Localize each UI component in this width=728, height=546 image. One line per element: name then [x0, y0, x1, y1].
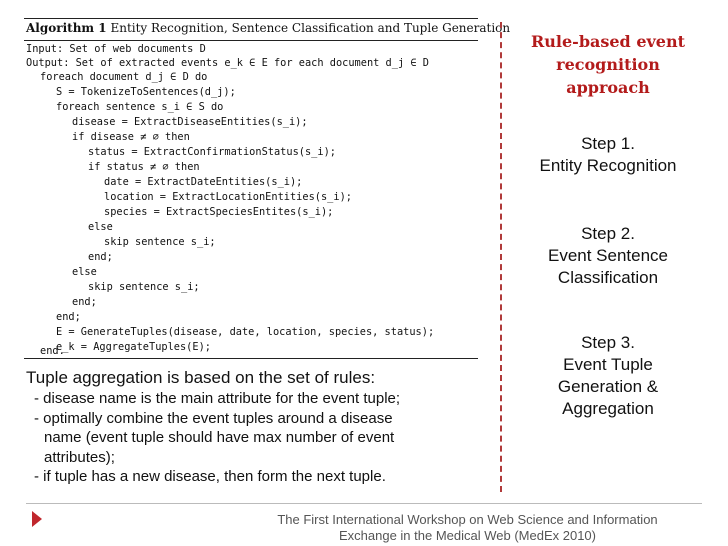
algorithm-bottom-rule [24, 358, 478, 359]
step-description: Classification [557, 268, 659, 287]
algo-line: status = ExtractConfirmationStatus(s_i); [88, 146, 336, 158]
footer-rule [26, 503, 702, 504]
algorithm-number: Algorithm 1 [26, 21, 107, 35]
algo-line: foreach sentence s_i ∈ S do [56, 101, 224, 113]
algorithm-box [24, 18, 511, 358]
algo-line: disease = ExtractDiseaseEntities(s_i); [72, 116, 308, 128]
algo-line: skip sentence s_i; [104, 236, 216, 248]
algo-line: end. [40, 345, 65, 357]
step-label: Step 3. [581, 333, 635, 352]
algo-line: end; [88, 251, 113, 263]
algo-line: else [72, 266, 97, 278]
algo-line: e_k = AggregateTuples(E); [56, 341, 211, 353]
algo-line: Input: Set of web documents D [26, 43, 206, 55]
step-label: Step 1. [581, 134, 635, 153]
approach-title-line: Rule-based event [530, 32, 685, 51]
approach-title [508, 30, 708, 99]
algo-line: E = GenerateTuples(disease, date, location, species, status); [56, 326, 435, 338]
footer-line: The First International Workshop on Web Science and Information [277, 512, 658, 527]
rule-item-continued: attributes); [44, 448, 115, 466]
approach-title-line: recognition [556, 55, 660, 74]
step-description: Aggregation [562, 399, 654, 418]
rule-item: - disease name is the main attribute for the event tuple; [34, 390, 401, 407]
algo-line: if status ≠ ∅ then [88, 161, 200, 173]
algorithm-title-text: Entity Recognition, Sentence Classification and Tuple Generation [106, 21, 511, 35]
rule-item-continued: name (event tuple should have max number of event [44, 429, 395, 446]
rule-item: - if tuple has a new disease, then form the next tuple. [34, 468, 386, 485]
algo-line: Output: Set of extracted events e_k ∈ E for each document d_j ∈ D [26, 57, 429, 69]
step-description: Event Tuple [563, 355, 653, 374]
step-description: Generation & [557, 377, 659, 396]
algo-line: end; [72, 296, 97, 308]
algo-line: end; [56, 311, 81, 323]
step-description: Entity Recognition [539, 156, 677, 175]
footer-citation [240, 512, 695, 544]
algo-line: date = ExtractDateEntities(s_i); [104, 176, 303, 188]
arrow-right-icon [32, 511, 42, 527]
step-2 [508, 223, 708, 289]
footer-line: Exchange in the Medical Web (MedEx 2010) [338, 528, 596, 543]
aggregation-rules [26, 367, 496, 487]
algo-line: if disease ≠ ∅ then [72, 131, 190, 143]
algo-line: S = TokenizeToSentences(d_j); [56, 86, 236, 98]
algo-line: foreach document d_j ∈ D do [40, 71, 208, 83]
step-3 [508, 332, 708, 420]
algo-line: species = ExtractSpeciesEntites(s_i); [104, 206, 334, 218]
algorithm-title [26, 21, 510, 35]
approach-title-line: approach [566, 78, 650, 97]
algo-line: skip sentence s_i; [88, 281, 200, 293]
algo-line: else [88, 221, 113, 233]
step-description: Event Sentence [547, 246, 669, 265]
algorithm-title-rule [24, 40, 478, 41]
step-1 [508, 133, 708, 177]
rule-item: - optimally combine the event tuples around a disease [34, 409, 393, 427]
column-divider [500, 22, 502, 492]
algorithm-top-rule [24, 18, 478, 19]
rules-heading: Tuple aggregation is based on the set of rules: [26, 368, 376, 387]
algo-line: location = ExtractLocationEntities(s_i); [104, 191, 352, 203]
step-label: Step 2. [581, 224, 635, 243]
